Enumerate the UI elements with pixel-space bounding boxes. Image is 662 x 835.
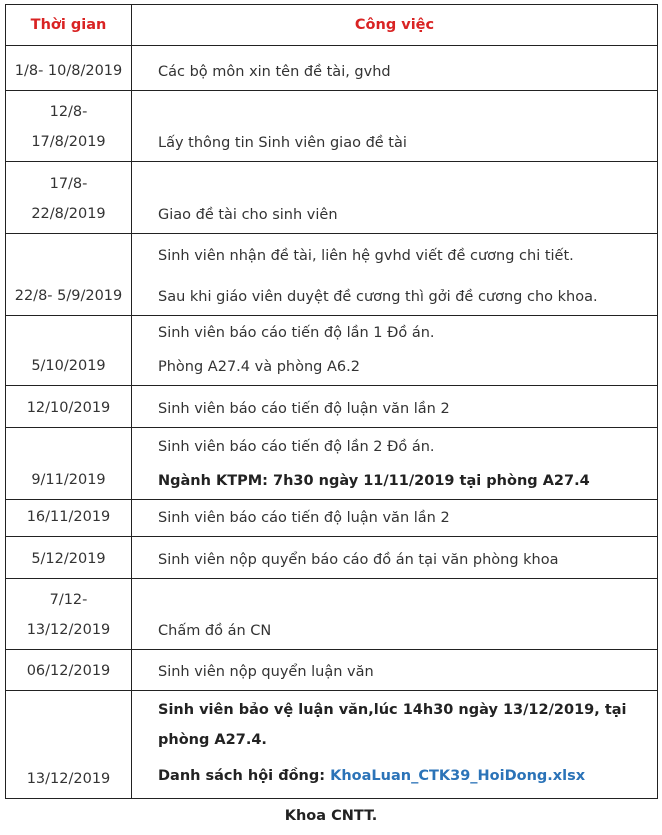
row-date: 22/8- 5/9/2019 [6, 234, 132, 316]
table-row [6, 162, 658, 234]
table-row [6, 91, 658, 162]
table-row [6, 650, 658, 691]
row-task: Sinh viên báo cáo tiến độ lần 1 Đồ án. Phòng A27.4 và phòng A6.2 [132, 316, 658, 386]
table-row [6, 537, 658, 579]
header-time: Thời gian [6, 5, 132, 46]
table-header-row [6, 5, 658, 46]
row-date: 9/11/2019 [6, 428, 132, 500]
footer-signature: Khoa CNTT. [284, 808, 378, 824]
row-task: Sinh viên báo cáo tiến độ lần 2 Đồ án. Ngành KTPM: 7h30 ngày 11/11/2019 tại phòng A27.4 [132, 428, 658, 500]
table-row [6, 234, 658, 316]
row-task: Giao đề tài cho sinh viên [132, 162, 658, 234]
row-date: 5/10/2019 [6, 316, 132, 386]
row-date: 12/10/2019 [6, 386, 132, 428]
schedule-table [5, 4, 658, 799]
row-task: Lấy thông tin Sinh viên giao đề tài [132, 91, 658, 162]
table-row [6, 316, 658, 386]
row-date: 12/8- 17/8/2019 [6, 91, 132, 162]
row-date: 06/12/2019 [6, 650, 132, 691]
row-task: Sinh viên nộp quyển luận văn [132, 650, 658, 691]
row-task: Sinh viên báo cáo tiến độ luận văn lần 2 [132, 500, 658, 537]
row-task: Sinh viên nộp quyển báo cáo đồ án tại văn phòng khoa [132, 537, 658, 579]
row-task: Sinh viên bảo vệ luận văn,lúc 14h30 ngày 13/12/2019, tại phòng A27.4. Danh sách hội đồng: KhoaLuan_CTK39_HoiDong.xlsx [132, 691, 658, 799]
header-task: Công việc [132, 5, 658, 46]
council-file-link[interactable]: KhoaLuan_CTK39_HoiDong.xlsx [330, 768, 586, 784]
table-row [6, 500, 658, 537]
row-date: 17/8- 22/8/2019 [6, 162, 132, 234]
row-date: 16/11/2019 [6, 500, 132, 537]
table-row [6, 691, 658, 799]
row-date: 7/12- 13/12/2019 [6, 579, 132, 650]
row-date: 1/8- 10/8/2019 [6, 46, 132, 91]
table-row [6, 46, 658, 91]
row-date: 13/12/2019 [6, 691, 132, 799]
row-task: Sinh viên nhận đề tài, liên hệ gvhd viết đề cương chi tiết. Sau khi giáo viên duyệt đề cương thì gởi đề cương cho khoa. [132, 234, 658, 316]
table-row [6, 386, 658, 428]
row-task: Sinh viên báo cáo tiến độ luận văn lần 2 [132, 386, 658, 428]
row-task: Chấm đồ án CN [132, 579, 658, 650]
council-label: Danh sách hội đồng: [158, 768, 326, 784]
row-date: 5/12/2019 [6, 537, 132, 579]
table-row [6, 428, 658, 500]
table-row [6, 579, 658, 650]
row-task: Các bộ môn xin tên đề tài, gvhd [132, 46, 658, 91]
